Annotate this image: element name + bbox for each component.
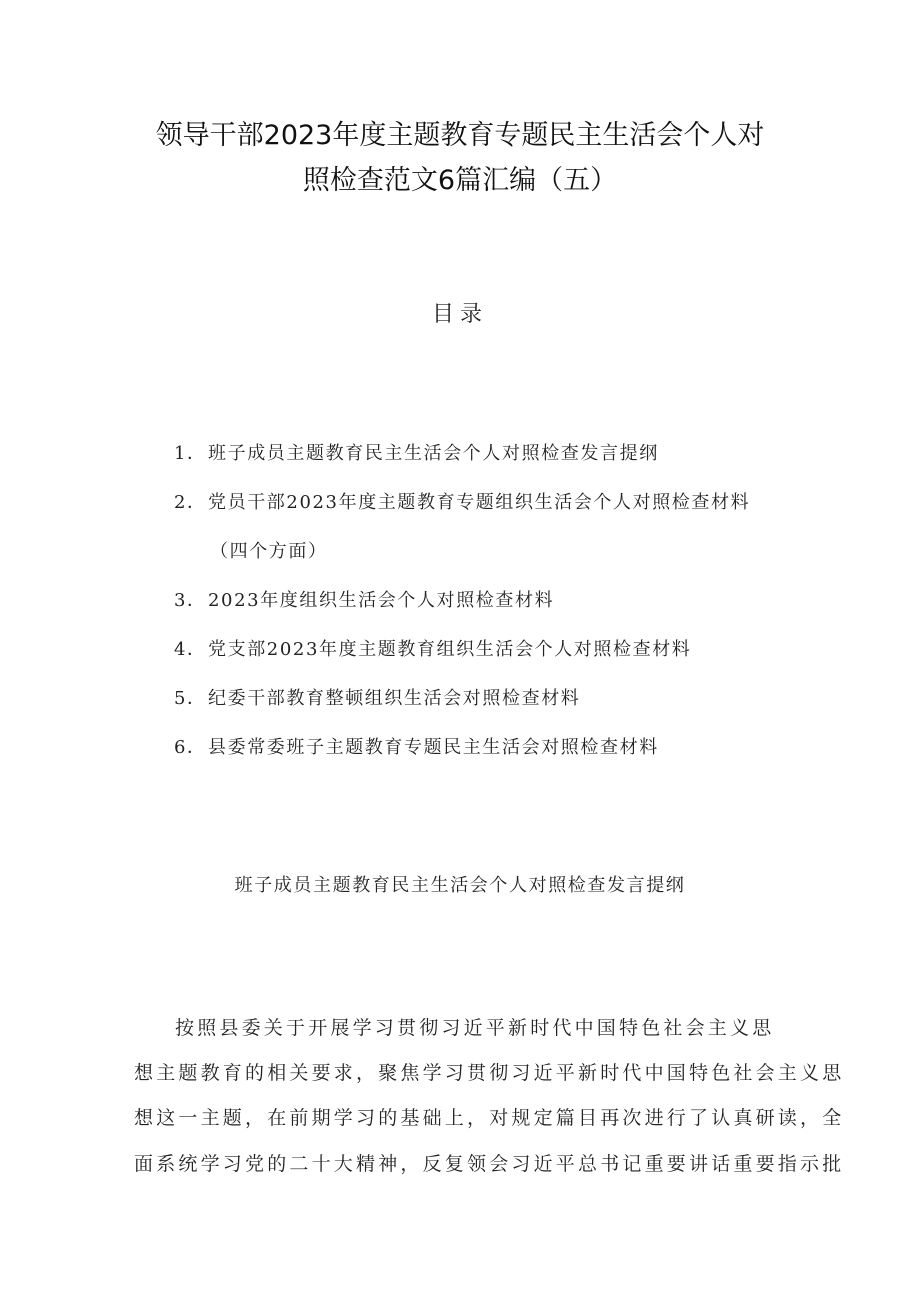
- toc-item-5: [174, 684, 580, 710]
- toc-item-3: [174, 586, 554, 612]
- toc-item-text: 县委常委班子主题教育专题民主生活会对照检查材料: [208, 737, 659, 758]
- toc-item-2-continuation: （四个方面）: [210, 541, 328, 562]
- toc-item-number: 1．: [174, 443, 207, 464]
- toc-item-1: [174, 439, 659, 465]
- toc-item-number: 4．: [174, 639, 207, 660]
- toc-item-2: [174, 488, 750, 514]
- toc-item-text: 班子成员主题教育民主生活会个人对照检查发言提纲: [208, 443, 659, 464]
- toc-item-number: 5．: [174, 688, 207, 709]
- document-title-line-1: 领导干部2023年度主题教育专题民主生活会个人对: [155, 120, 765, 151]
- toc-item-text: 党支部2023年度主题教育组织生活会个人对照检查材料: [208, 639, 692, 660]
- document-title-line-2: 照检查范文6篇汇编（五）: [302, 165, 618, 196]
- toc-item-number: 2．: [174, 492, 207, 513]
- toc-item-text: 2023年度组织生活会个人对照检查材料: [208, 590, 555, 611]
- toc-item-6: [174, 733, 659, 759]
- paragraph-line-4: 面系统学习党的二十大精神，反复领会习近平总书记重要讲话重要指示批: [134, 1153, 845, 1175]
- paragraph-line-2: 想主题教育的相关要求，聚焦学习贯彻习近平新时代中国特色社会主义思: [134, 1062, 845, 1084]
- toc-item-number: 6．: [174, 737, 207, 758]
- toc-item-number: 3．: [174, 590, 207, 611]
- toc-item-4: [174, 635, 691, 661]
- section-title: 班子成员主题教育民主生活会个人对照检查发言提纲: [234, 875, 686, 896]
- toc-item-text: 纪委干部教育整顿组织生活会对照检查材料: [208, 688, 581, 709]
- paragraph-line-3: 想这一主题，在前期学习的基础上，对规定篇目再次进行了认真研读，全: [134, 1107, 845, 1129]
- toc-heading: 目录: [431, 302, 488, 327]
- toc-item-text: 党员干部2023年度主题教育专题组织生活会个人对照检查材料: [208, 492, 751, 513]
- paragraph-line-1: 按照县委关于开展学习贯彻习近平新时代中国特色社会主义思: [175, 1017, 775, 1039]
